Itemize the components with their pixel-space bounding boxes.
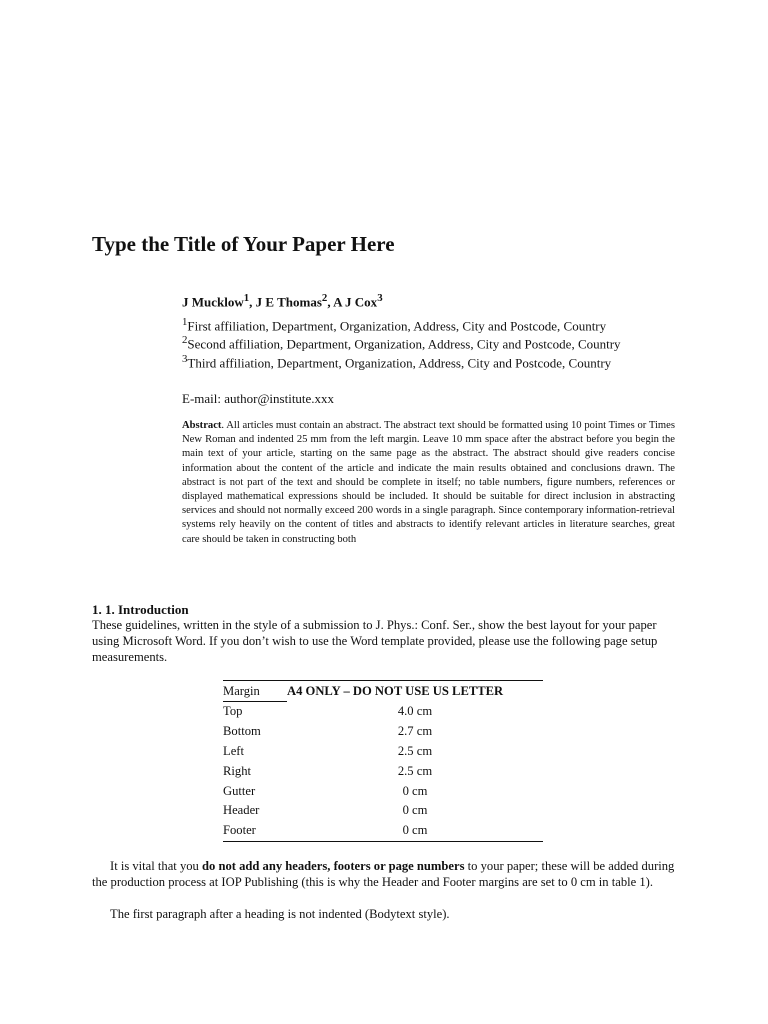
author-separator: ,	[327, 294, 334, 310]
paper-title: Type the Title of Your Paper Here	[92, 232, 395, 256]
author-sup: 2	[321, 292, 328, 304]
paragraph-text: The first paragraph after a heading is not indented (Bodytext style).	[110, 907, 450, 921]
table-cell: Bottom	[223, 724, 261, 739]
abstract-text: . All articles must contain an abstract. The abstract text should be formatted using 10 point Times or Times New Roman and indented 25 mm from the left margin. Leave 10 mm space after the abstract before you begin the main text of your article, starting on the same page as the abstract. The abstract should give readers concise information about the content of the article and indicate the main results obtained and conclusions drawn. The abstract is not part of the text and should be complete in itself; no table numbers, figure numbers, references or displayed mathematical expressions should be included. It should be suitable for direct inclusion in abstracting services and should not normally exceed 200 words in a single paragraph. Since contemporary information-retrieval systems rely heavily on the content of titles and abstracts to identify relevant articles in literature searches, great care should be taken in constructing both	[182, 420, 675, 545]
page-setup-table	[223, 680, 543, 842]
table-cell: 2.7 cm	[397, 724, 433, 739]
author-name: J E Thomas	[255, 294, 322, 310]
table-cell: Right	[223, 763, 251, 778]
table-cell: Gutter	[223, 783, 256, 798]
table-cell: 4.0 cm	[397, 704, 433, 719]
affiliation	[182, 333, 621, 351]
paragraph-text: It is vital that you	[110, 859, 202, 873]
table-cell: 0 cm	[402, 803, 428, 818]
table-row	[223, 821, 543, 841]
table-header-row	[223, 681, 543, 702]
section-heading: 1. 1. Introduction	[92, 602, 189, 617]
table-header-cell: Margin	[223, 681, 287, 702]
paragraph-text: to your paper; these will be added during the production process at IOP Publishing (this is why the Header and Footer margins are set to 0 cm in table 1).	[92, 859, 675, 889]
author-list	[182, 292, 383, 310]
table-cell: Top	[223, 704, 243, 719]
author-sup: 1	[243, 292, 250, 304]
affiliation-text: Third affiliation, Department, Organization, Address, City and Postcode, Country	[187, 354, 612, 370]
table-row	[223, 801, 543, 821]
table-row	[223, 742, 543, 762]
paragraph-emphasis: do not add any headers, footers or page numbers	[202, 859, 465, 873]
table-row	[223, 761, 543, 781]
author-name: J Mucklow	[182, 294, 244, 310]
table-cell: 2.5 cm	[397, 743, 433, 758]
table-cell: 2.5 cm	[397, 763, 433, 778]
affiliation	[182, 315, 621, 333]
affiliation-text: First affiliation, Department, Organization, Address, City and Postcode, Country	[187, 318, 607, 334]
author-name: A J Cox	[333, 294, 378, 310]
author-sup: 3	[377, 292, 383, 304]
body-paragraph	[92, 858, 676, 890]
table-cell: Header	[223, 803, 260, 818]
table-row	[223, 722, 543, 742]
body-paragraph	[92, 906, 676, 922]
table-cell: Footer	[223, 823, 256, 838]
affiliation-sup: 1	[182, 316, 188, 328]
margins-table	[223, 681, 543, 841]
table-cell: Left	[223, 743, 244, 758]
abstract-label: Abstract	[182, 420, 222, 431]
table-cell: 0 cm	[402, 823, 428, 838]
affiliation-sup: 3	[182, 352, 188, 365]
affiliation-list	[182, 315, 621, 370]
abstract	[182, 419, 675, 547]
affiliation-sup: 2	[182, 334, 188, 347]
intro-paragraph: These guidelines, written in the style of a submission to J. Phys.: Conf. Ser., show the best layout for your paper using Microsoft Word. If you don’t wish to use the Word template provided, please use the following page setup measurements.	[92, 618, 658, 664]
author-email: E-mail: author@institute.xxx	[182, 391, 335, 406]
author-separator: ,	[249, 294, 256, 310]
affiliation-text: Second affiliation, Department, Organization, Address, City and Postcode, Country	[187, 336, 621, 352]
table-cell: 0 cm	[402, 783, 428, 798]
table-row	[223, 781, 543, 801]
affiliation	[182, 352, 621, 370]
table-header-cell: A4 ONLY – DO NOT USE US LETTER	[287, 683, 504, 698]
table-row	[223, 702, 543, 722]
